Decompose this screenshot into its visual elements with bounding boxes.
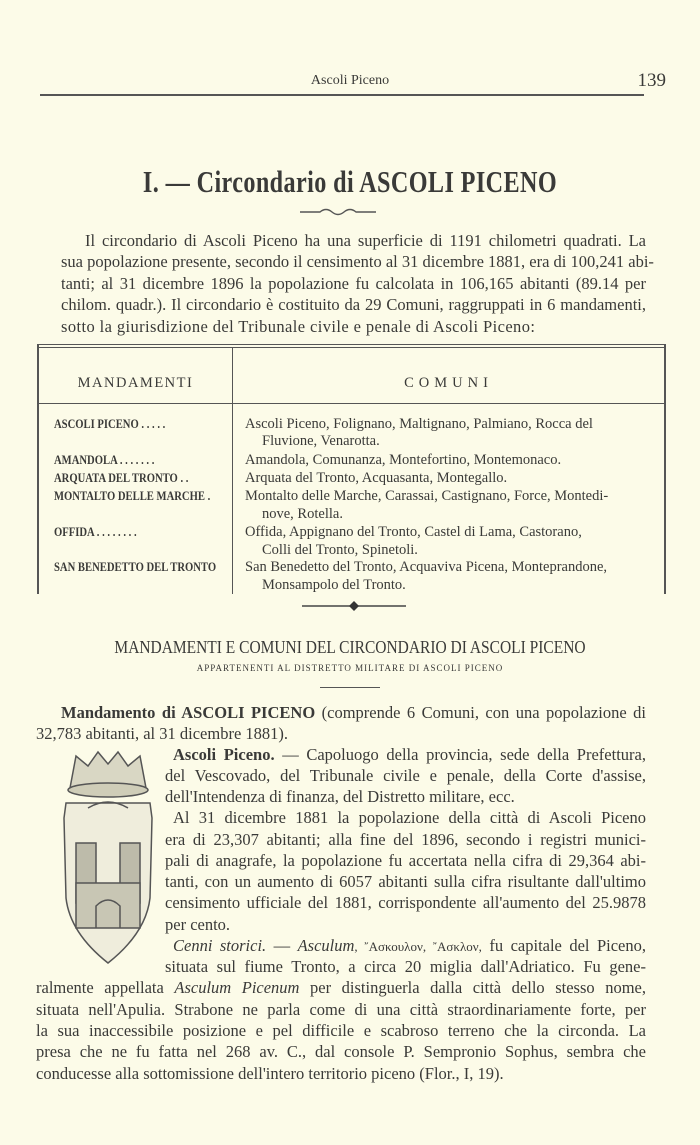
ascoli-line: pali di anagrafe, la popolazione fu accertata nella cifra di 29,364 abi- (165, 851, 646, 870)
asculum-picenum: Asculum Picenum (174, 978, 300, 997)
ornament-icon (298, 206, 378, 218)
greek-names: , ῎Ασκουλον, ῎Ασκλον, (354, 939, 482, 954)
table-header-rule (39, 403, 664, 404)
ascoli-line: censimento ufficiale del 1881, corrispondente all'aumento del 25.9878 (165, 893, 646, 912)
mandamento-name: ARQUATA DEL TRONTO . . (54, 471, 189, 485)
running-title: Ascoli Piceno (310, 73, 390, 88)
section-rule (320, 687, 380, 688)
table-top-border (37, 344, 666, 345)
cenni-line: presa che ne fu fatta nel 268 av. C., dal console P. Sempronio Sophus, sembra che (36, 1042, 646, 1061)
comuni-list: Fluvione, Venarotta. (262, 433, 380, 449)
section-heading: MANDAMENTI E COMUNI DEL CIRCONDARIO DI ASCOLI PICENO (114, 637, 586, 657)
intro-line: Il circondario di Ascoli Piceno ha una superficie di 1191 chilometri quadrati. La (85, 231, 646, 250)
comuni-list: Offida, Appignano del Tronto, Castel di Lama, Castorano, (245, 524, 582, 540)
cenni-line: conducesse alla sottomissione dell'intero territorio piceno (Flor., I, 19). (36, 1064, 504, 1083)
comuni-list: Colli del Tronto, Spinetoli. (262, 542, 418, 558)
mandamento-name: ASCOLI PICENO (181, 703, 316, 722)
cenni-line: situata sul fiume Tronto, a circa 20 miglia dall'Adriatico. Fu gene- (165, 957, 646, 976)
page-title: I. — Circondario di ASCOLI PICENO (142, 164, 558, 199)
mandamento-line (61, 703, 646, 723)
cenni-line: la sua inaccessibile posizione e pel difficile e scabroso terreno che la circonda. La (36, 1021, 646, 1040)
mandamento-line: 32,783 abitanti, al 31 dicembre 1881). (36, 724, 289, 743)
comuni-list: Montalto delle Marche, Carassai, Castignano, Force, Montedi- (245, 488, 609, 504)
cenni-text: ralmente appellata (36, 978, 175, 997)
ascoli-line: del Vescovado, del Tribunale civile e penale, della Corte d'assise, (165, 766, 646, 785)
comuni-list: Amandola, Comunanza, Montefortino, Montemonaco. (245, 452, 562, 468)
coat-of-arms-icon (58, 748, 158, 968)
intro-line: tanti; al 31 dicembre 1896 la popolazione fu calcolata in 106,165 abitanti (89.14 per (61, 274, 646, 293)
cenni-line: situata nell'Apulia. Strabone ne parla come di una città straordinariamente forte, per (36, 1000, 646, 1019)
header-rule (40, 94, 644, 96)
cenni-line (173, 936, 646, 957)
comuni-list: San Benedetto del Tronto, Acquaviva Picena, Monteprandone, (245, 559, 608, 575)
table-header-mandamenti: MANDAMENTI (77, 375, 194, 391)
mandamento-name: SAN BENEDETTO DEL TRONTO (54, 560, 217, 574)
comuni-list: Monsampolo del Tronto. (262, 577, 406, 593)
cenni-dash: — (266, 936, 298, 955)
table-top-border (37, 347, 666, 348)
diamond-divider-icon (302, 600, 406, 612)
intro-line: sotto la giurisdizione del Tribunale civile e penale di Ascoli Piceno: (61, 317, 536, 336)
comuni-list: nove, Rotella. (262, 506, 343, 522)
cenni-line (36, 978, 646, 998)
asculum: Asculum (297, 936, 355, 955)
table-header-comuni: COMUNI (404, 375, 493, 391)
ascoli-text: — Capoluogo della provincia, sede della Prefettura, (274, 745, 646, 764)
ascoli-line: era di 23,307 abitanti; alla fine del 1896, secondo i registri munici- (165, 830, 646, 849)
mandamento-label: Mandamento di (61, 703, 182, 722)
mandamento-name: OFFIDA . . . . . . . . (54, 525, 137, 539)
ascoli-line (173, 745, 646, 765)
mandamento-name: AMANDOLA . . . . . . . (54, 453, 155, 467)
ascoli-lead: Ascoli Piceno. (173, 745, 275, 764)
ascoli-line: Al 31 dicembre 1881 la popolazione della città di Ascoli Piceno (173, 808, 646, 827)
ascoli-line: tanti, con un aumento di 6057 abitanti sulla cifra risultante dall'ultimo (165, 872, 646, 891)
mandamento-text: (comprende 6 Comuni, con una popolazione di (315, 703, 646, 722)
intro-line: chilom. quadr.). Il circondario è costituito da 29 Comuni, raggruppati in 6 mandamenti, (61, 295, 646, 314)
mandamento-name: MONTALTO DELLE MARCHE . (54, 489, 211, 503)
ascoli-line: per cento. (165, 915, 231, 934)
intro-line: sua popolazione presente, secondo il censimento al 31 dicembre 1881, era di 100,241 abi- (61, 252, 654, 271)
comuni-list: Ascoli Piceno, Folignano, Maltignano, Palmiano, Rocca del (245, 416, 593, 432)
table-right-border (664, 344, 666, 594)
ascoli-line: dell'Intendenza di finanza, del Distretto militare, ecc. (165, 787, 515, 806)
section-subheading: APPARTENENTI AL DISTRETTO MILITARE DI ASCOLI PICENO (196, 663, 504, 673)
page-number: 139 (637, 70, 666, 91)
cenni-label: Cenni storici. (173, 936, 267, 955)
cenni-text: fu capitale del Piceno, (481, 936, 646, 955)
mandamento-name: ASCOLI PICENO . . . . . (54, 417, 166, 431)
comuni-list: Arquata del Tronto, Acquasanta, Montegallo. (245, 470, 508, 486)
cenni-text: per distinguerla dalla città dello stesso nome, (299, 978, 646, 997)
